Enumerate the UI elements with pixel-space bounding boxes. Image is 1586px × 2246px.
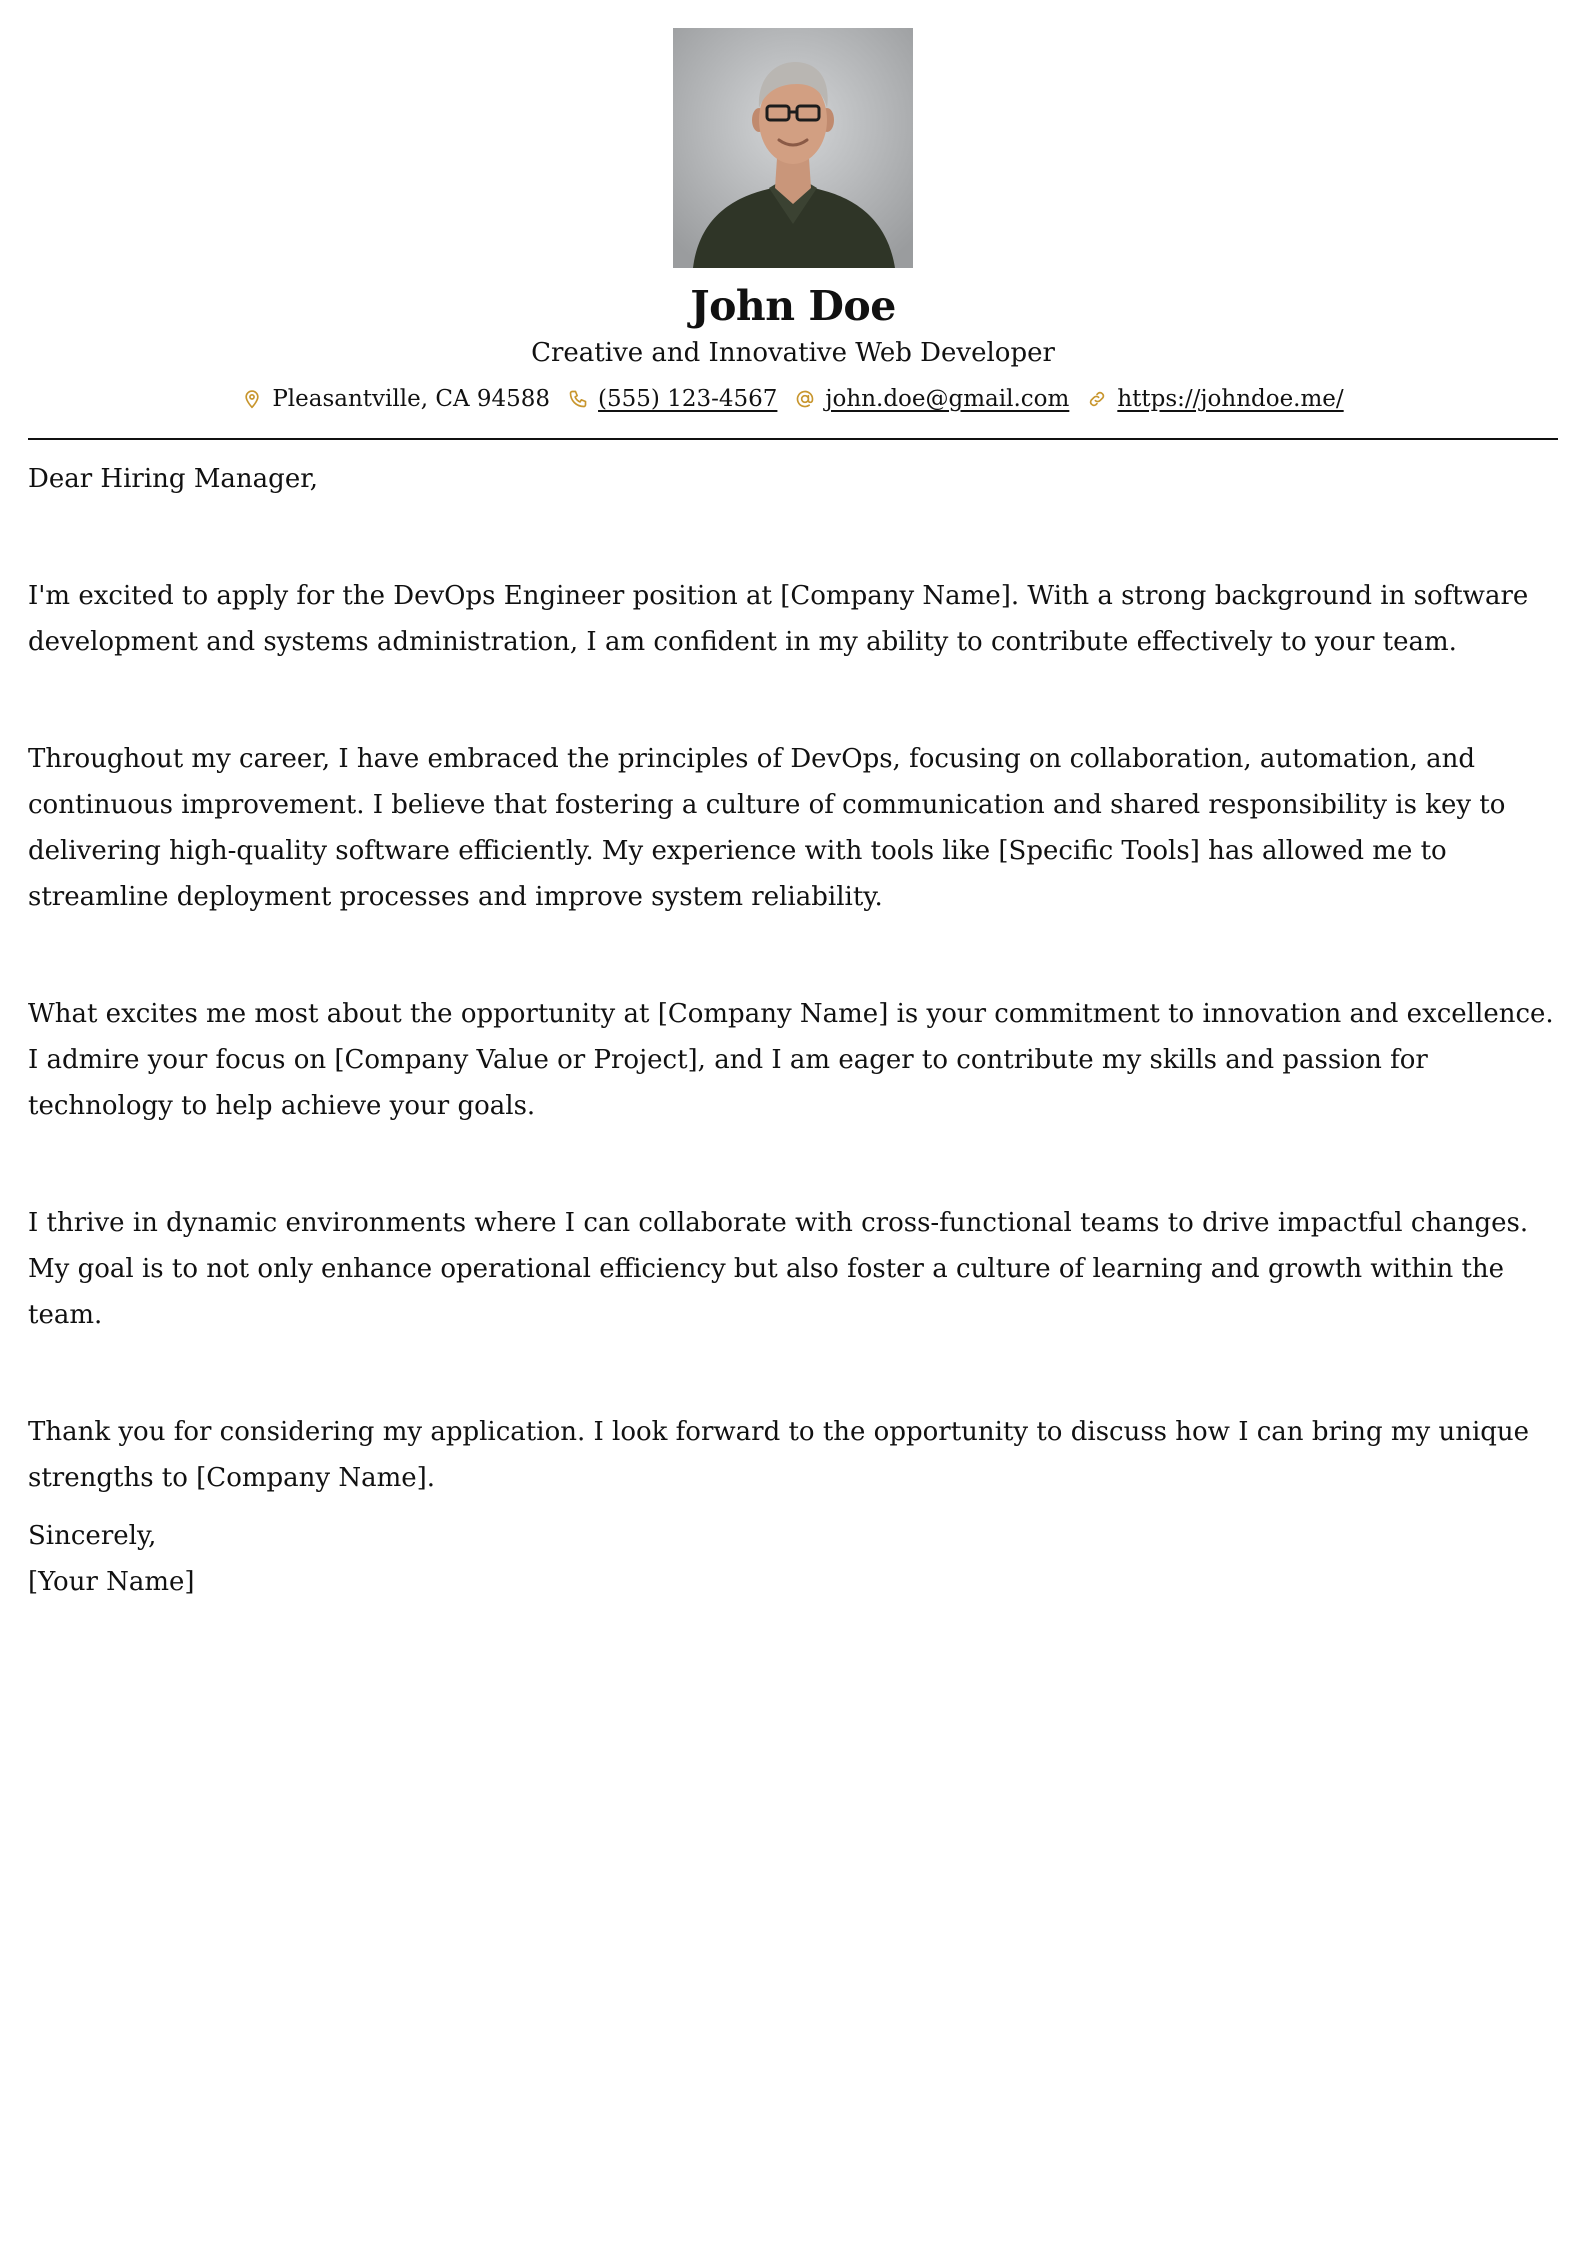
person-headline: Creative and Innovative Web Developer [531,338,1055,368]
at-icon [795,389,815,409]
phone-link[interactable]: (555) 123-4567 [598,386,778,412]
photo-container [28,0,1558,268]
contact-bar [28,384,1558,414]
letter-paragraph: Throughout my career, I have embraced the principles of DevOps, focusing on collaboration, automation, and continuous improvement. I believe that fostering a culture of communication and shared responsibility is key to delivering high-quality software efficiently. My experience with tools like [Specific Tools] has allowed me to streamline deployment processes and improve system reliability. [28,744,1506,912]
letter-paragraph: Thank you for considering my application. I look forward to the opportunity to discuss how I can bring my unique strengths to [Company Name]. [28,1417,1530,1493]
letter-paragraph: I'm excited to apply for the DevOps Engineer position at [Company Name]. With a strong background in software development and systems administration, I am confident in my ability to contribute effectively to your team. [28,581,1529,657]
map-pin-icon [242,389,262,409]
link-icon [1087,389,1107,409]
location-text: Pleasantville, CA 94588 [272,386,551,412]
letter-signature: [Your Name] [28,1567,195,1597]
contact-location [242,384,550,414]
contact-phone [568,384,777,414]
letter-body [28,456,1558,1605]
contact-email [795,384,1069,414]
email-link[interactable]: john.doe@gmail.com [825,386,1070,412]
letter-paragraph: I thrive in dynamic environments where I can collaborate with cross-functional teams to drive impactful changes. My goal is to not only enhance operational efficiency but also foster a culture of learning and growth within the team. [28,1208,1529,1330]
header-divider [28,438,1558,440]
phone-icon [568,389,588,409]
letter-paragraph: What excites me most about the opportunity at [Company Name] is your commitment to innovation and excellence. I admire your focus on [Company Value or Project], and I am eager to contribute my skills and passion for technology to help achieve your goals. [28,999,1554,1121]
website-link[interactable]: https://johndoe.me/ [1117,386,1344,412]
letter-closing: Sincerely, [28,1521,157,1551]
contact-website [1087,384,1343,414]
profile-photo [673,28,913,268]
letter-greeting: Dear Hiring Manager, [28,464,319,494]
person-name: John Doe [690,282,896,330]
